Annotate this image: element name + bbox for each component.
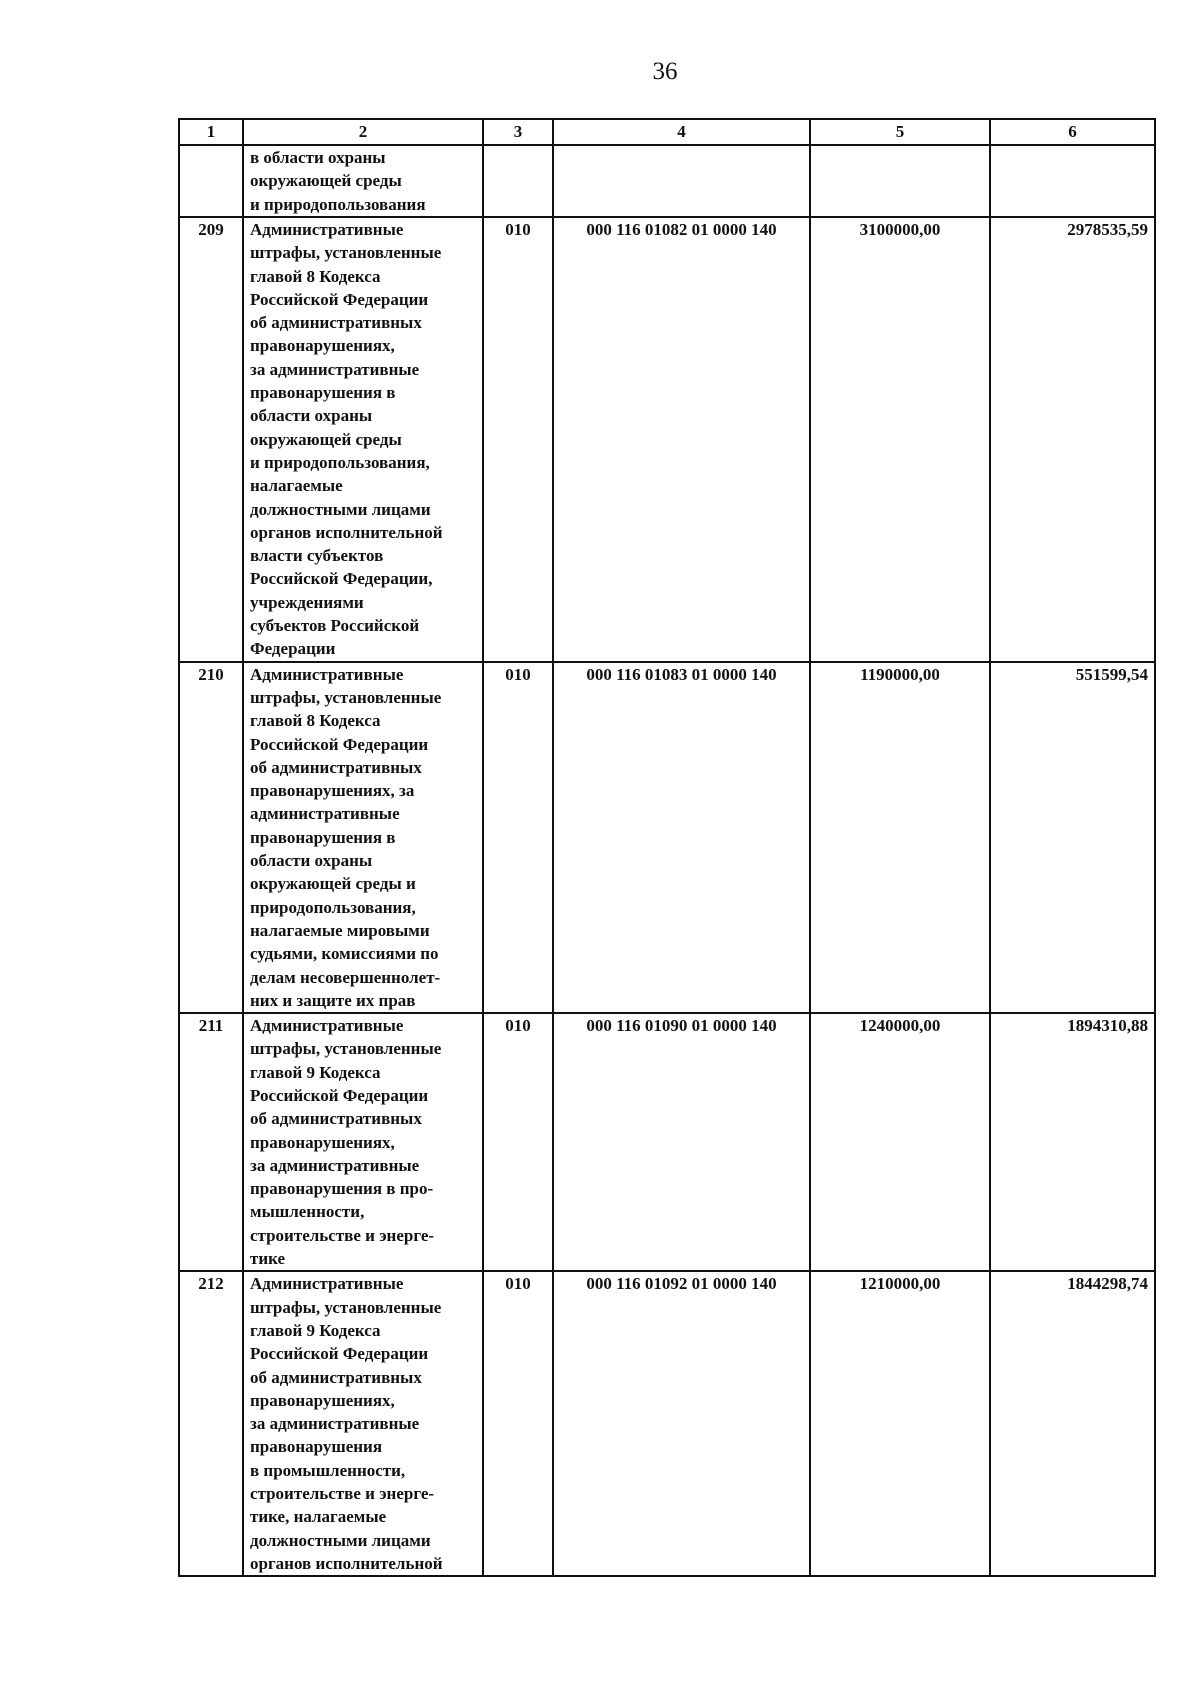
row-number: 210 [179, 662, 243, 1013]
row-kod: 010 [483, 217, 553, 662]
name-line: Российской Федерации [250, 1085, 429, 1105]
row-name [243, 1271, 483, 1576]
name-line: правонарушения в про- [250, 1179, 434, 1199]
row-plan-amount: 1240000,00 [810, 1013, 990, 1271]
row-fact-cell [990, 145, 1155, 217]
name-line: мышленности, [250, 1202, 365, 1222]
row-budget-code: 000 116 01082 01 0000 140 [553, 217, 810, 662]
name-line: правонарушения в [250, 383, 396, 403]
name-line: строительстве и энерге- [250, 1225, 435, 1245]
column-number: 2 [243, 119, 483, 145]
name-line: административные [250, 804, 400, 824]
row-actual-amount: 2978535,59 [990, 217, 1155, 662]
name-line: об административных [250, 1367, 422, 1387]
name-line: об административных [250, 757, 422, 777]
row-actual-amount: 1894310,88 [990, 1013, 1155, 1271]
table-row [179, 662, 1155, 1013]
revenue-table [178, 118, 1156, 1577]
continuation-row [179, 145, 1155, 217]
row-number: 211 [179, 1013, 243, 1271]
name-line: налагаемые [250, 476, 343, 496]
row-number-cell [179, 145, 243, 217]
name-line: за административные [250, 359, 420, 379]
row-budget-code: 000 116 01092 01 0000 140 [553, 1271, 810, 1576]
name-line: штрафы, установленные [250, 1297, 442, 1317]
name-line: Административные [250, 1016, 404, 1036]
row-actual-amount: 1844298,74 [990, 1271, 1155, 1576]
row-code-cell [553, 145, 810, 217]
name-line: делам несовершеннолет- [250, 967, 441, 987]
name-line: должностными лицами [250, 1530, 431, 1550]
name-line: окружающей среды и [250, 874, 416, 894]
row-plan-amount: 1190000,00 [810, 662, 990, 1013]
row-budget-code: 000 116 01083 01 0000 140 [553, 662, 810, 1013]
row-kod: 010 [483, 1271, 553, 1576]
name-line: должностными лицами [250, 499, 431, 519]
column-number: 1 [179, 119, 243, 145]
name-line: в промышленности, [250, 1460, 406, 1480]
row-plan-cell [810, 145, 990, 217]
name-line: Российской Федерации, [250, 569, 433, 589]
row-plan-amount: 3100000,00 [810, 217, 990, 662]
name-line: и природопользования [250, 194, 426, 214]
name-line: окружающей среды [250, 171, 402, 191]
row-name [243, 1013, 483, 1271]
name-line: природопользования, [250, 897, 416, 917]
row-number: 209 [179, 217, 243, 662]
table-row [179, 1271, 1155, 1576]
name-line: окружающей среды [250, 429, 402, 449]
row-actual-amount: 551599,54 [990, 662, 1155, 1013]
row-name-cell [243, 145, 483, 217]
name-line: области охраны [250, 406, 373, 426]
name-line: главой 8 Кодекса [250, 711, 381, 731]
row-number: 212 [179, 1271, 243, 1576]
row-budget-code: 000 116 01090 01 0000 140 [553, 1013, 810, 1271]
name-line: правонарушениях, [250, 1132, 395, 1152]
name-line: главой 8 Кодекса [250, 266, 381, 286]
name-line: власти субъектов [250, 546, 384, 566]
name-line: тике, налагаемые [250, 1507, 387, 1527]
row-plan-amount: 1210000,00 [810, 1271, 990, 1576]
row-kod-cell [483, 145, 553, 217]
name-line: и природопользования, [250, 452, 430, 472]
name-line: налагаемые мировыми [250, 920, 430, 940]
name-line: Административные [250, 1274, 404, 1294]
name-line: правонарушениях, [250, 336, 395, 356]
name-line: органов исполнительной [250, 522, 443, 542]
name-line: Административные [250, 220, 404, 239]
row-name [243, 217, 483, 662]
name-line: об административных [250, 313, 422, 333]
page-number: 36 [652, 58, 678, 85]
row-name [243, 662, 483, 1013]
name-line: Российской Федерации [250, 1344, 429, 1364]
name-line: штрафы, установленные [250, 1039, 442, 1059]
name-line: них и защите их прав [250, 990, 416, 1010]
column-number: 3 [483, 119, 553, 145]
name-line: штрафы, установленные [250, 687, 442, 707]
name-line: об административных [250, 1109, 422, 1129]
name-line: правонарушениях, [250, 1390, 395, 1410]
row-kod: 010 [483, 1013, 553, 1271]
column-number: 5 [810, 119, 990, 145]
name-line: тике [250, 1249, 286, 1269]
name-line: правонарушения в [250, 827, 396, 847]
name-line: в области охраны [250, 148, 386, 167]
name-line: субъектов Российской [250, 616, 420, 636]
name-line: Российской Федерации [250, 734, 429, 754]
name-line: за административные [250, 1414, 420, 1434]
name-line: строительстве и энерге- [250, 1484, 435, 1504]
name-line: Российской Федерации [250, 289, 429, 309]
name-line: правонарушениях, за [250, 781, 415, 801]
name-line: главой 9 Кодекса [250, 1062, 381, 1082]
row-kod: 010 [483, 662, 553, 1013]
name-line: Федерации [250, 639, 336, 659]
name-line: области охраны [250, 851, 373, 871]
name-line: правонарушения [250, 1437, 383, 1457]
name-line: учреждениями [250, 592, 364, 612]
column-number: 4 [553, 119, 810, 145]
name-line: Административные [250, 664, 404, 684]
name-line: штрафы, установленные [250, 243, 442, 263]
name-line: органов исполнительной [250, 1553, 443, 1573]
name-line: за административные [250, 1155, 420, 1175]
name-line: судьями, комиссиями по [250, 944, 439, 964]
table-row [179, 1013, 1155, 1271]
table-row [179, 217, 1155, 662]
name-line: главой 9 Кодекса [250, 1320, 381, 1340]
column-number: 6 [990, 119, 1155, 145]
column-number-row [179, 119, 1155, 145]
